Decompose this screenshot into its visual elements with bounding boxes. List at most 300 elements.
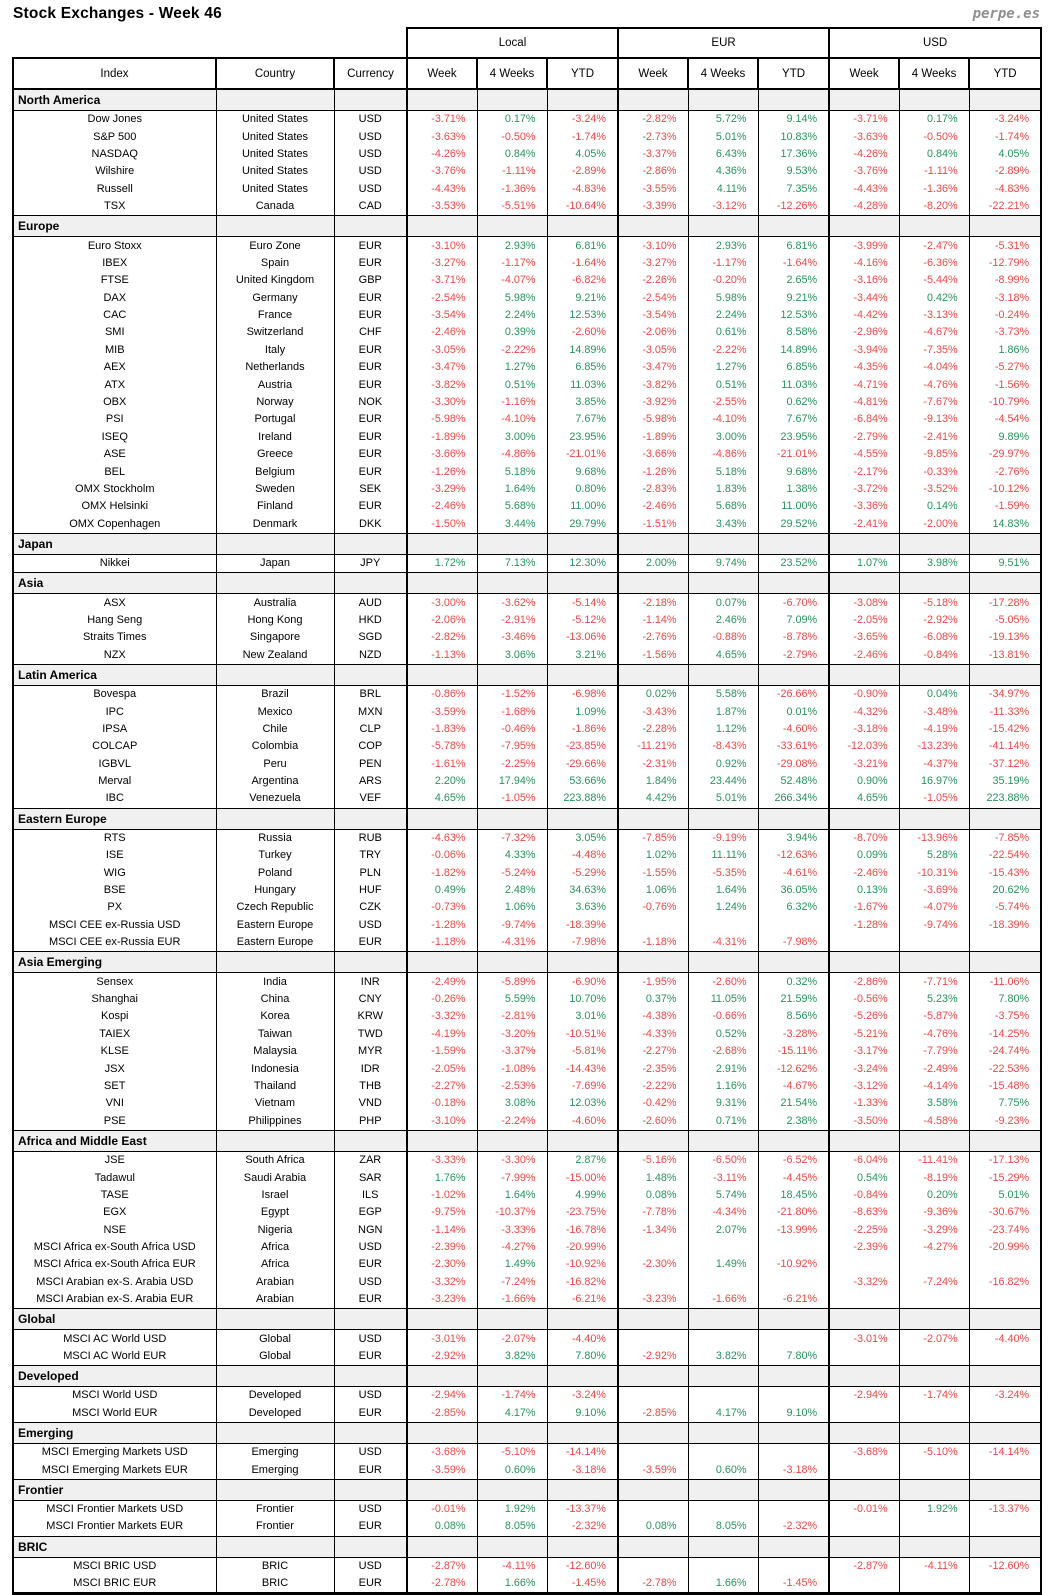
value-cell: -1.45% [547,1575,618,1594]
country-name: Chile [216,721,334,738]
value-cell: -2.26% [618,272,688,289]
column-header-currency: Currency [334,58,407,89]
value-cell: -4.31% [688,934,758,952]
value-cell: -3.82% [618,376,688,393]
value-cell: -1.74% [547,128,618,145]
table-row [13,237,1041,255]
value-cell: 20.62% [969,882,1041,899]
currency-code: USD [334,181,407,198]
country-name: Finland [216,498,334,515]
section-cell [969,1366,1041,1387]
value-cell: 1.83% [688,481,758,498]
value-cell: -7.85% [969,829,1041,847]
value-cell [688,1239,758,1256]
section-cell [899,1130,969,1151]
value-cell: -3.99% [829,237,899,255]
value-cell: 12.03% [547,1095,618,1112]
section-cell [618,808,688,829]
section-cell [216,1479,334,1500]
index-name: NASDAQ [13,146,216,163]
country-name: Poland [216,864,334,881]
value-cell: -9.13% [899,411,969,428]
value-cell: -1.50% [407,516,477,534]
value-cell: -2.07% [899,1330,969,1348]
value-cell: -1.11% [899,163,969,180]
value-cell: -29.08% [758,756,829,773]
currency-code: AUD [334,594,407,612]
value-cell: -2.27% [618,1043,688,1060]
value-cell: 3.94% [758,829,829,847]
index-name: RTS [13,829,216,847]
value-cell: -1.86% [547,721,618,738]
index-name: Tadawul [13,1169,216,1186]
value-cell: 1.16% [688,1078,758,1095]
value-cell: -4.04% [899,359,969,376]
value-cell: 1.66% [477,1575,547,1594]
value-cell: 21.59% [758,991,829,1008]
value-cell: 2.65% [758,272,829,289]
value-cell: -2.87% [407,1557,477,1575]
section-cell [407,216,477,237]
index-name: KLSE [13,1043,216,1060]
value-cell [618,1387,688,1405]
value-cell: -16.78% [547,1221,618,1238]
table-row [13,1151,1041,1169]
value-cell: -22.54% [969,847,1041,864]
currency-code: CHF [334,324,407,341]
section-cell [547,1479,618,1500]
value-cell: 2.38% [758,1113,829,1131]
value-cell: -3.13% [899,307,969,324]
index-name: S&P 500 [13,128,216,145]
section-cell [216,1423,334,1444]
section-cell [899,952,969,973]
currency-code: EUR [334,237,407,255]
value-cell: -2.06% [407,612,477,629]
value-cell: 0.62% [758,394,829,411]
table-row [13,128,1041,145]
value-cell: 11.11% [688,847,758,864]
currency-code: USD [334,1500,407,1518]
currency-code: EUR [334,1348,407,1366]
value-cell: -3.24% [547,1387,618,1405]
index-name: Sensex [13,973,216,991]
value-cell: 29.52% [758,516,829,534]
value-cell: -5.16% [618,1151,688,1169]
section-cell [758,1309,829,1330]
value-cell: -7.32% [477,829,547,847]
value-cell: -4.35% [829,359,899,376]
section-cell [216,1130,334,1151]
value-cell: 3.98% [899,554,969,572]
country-name: Mexico [216,703,334,720]
value-cell [688,917,758,934]
section-cell [216,664,334,685]
section-cell [618,1536,688,1557]
value-cell: -4.14% [899,1078,969,1095]
section-cell [407,573,477,594]
value-cell: -4.43% [829,181,899,198]
table-row [13,1256,1041,1273]
table-row [13,703,1041,720]
value-cell: 3.58% [899,1095,969,1112]
section-cell [618,216,688,237]
value-cell: 1.86% [969,342,1041,359]
value-cell: -15.00% [547,1169,618,1186]
value-cell [758,1239,829,1256]
table-row [13,324,1041,341]
value-cell: 17.36% [758,146,829,163]
value-cell: 6.32% [758,899,829,916]
value-cell: -3.10% [407,1113,477,1131]
value-cell: 12.53% [758,307,829,324]
value-cell: -11.06% [969,973,1041,991]
value-cell: -2.30% [407,1256,477,1273]
value-cell: -5.27% [969,359,1041,376]
value-cell: -21.01% [758,446,829,463]
value-cell [688,1274,758,1291]
currency-code: SEK [334,481,407,498]
value-cell: -11.33% [969,703,1041,720]
table-row [13,111,1041,129]
section-cell [547,952,618,973]
currency-code: EUR [334,1575,407,1594]
section-cell [407,89,477,111]
country-name: Brazil [216,685,334,703]
section-cell [688,952,758,973]
value-cell: -6.04% [829,1151,899,1169]
country-name: Austria [216,376,334,393]
section-cell [688,573,758,594]
value-cell: -4.38% [618,1008,688,1025]
currency-code: EUR [334,463,407,480]
value-cell: -5.78% [407,738,477,755]
value-cell: -12.63% [758,847,829,864]
value-cell: -2.85% [618,1405,688,1423]
section-cell [477,89,547,111]
value-cell [899,1575,969,1594]
value-cell: -12.60% [547,1557,618,1575]
value-cell: -4.28% [829,198,899,216]
value-cell: 0.17% [899,111,969,129]
value-cell: 5.28% [899,847,969,864]
value-cell: -3.72% [829,481,899,498]
index-name: NSE [13,1221,216,1238]
value-cell: 1.84% [618,773,688,790]
country-name: Philippines [216,1113,334,1131]
section-cell [688,89,758,111]
value-cell: -1.45% [758,1575,829,1594]
country-name: Saudi Arabia [216,1169,334,1186]
value-cell: -14.14% [969,1444,1041,1462]
value-cell: -3.18% [758,1461,829,1479]
value-cell: -0.56% [829,991,899,1008]
table-row [13,934,1041,952]
value-cell: 6.81% [547,237,618,255]
section-label: Emerging [13,1423,216,1444]
value-cell: -8.63% [829,1204,899,1221]
value-cell: -1.18% [407,934,477,952]
value-cell: 0.02% [618,685,688,703]
currency-code: EUR [334,307,407,324]
table-row [13,1518,1041,1536]
value-cell: -7.95% [477,738,547,755]
value-cell: -4.83% [547,181,618,198]
table-row [13,1204,1041,1221]
value-cell [758,1274,829,1291]
currency-code: HUF [334,882,407,899]
value-cell: -2.78% [407,1575,477,1594]
value-cell: -3.71% [407,272,477,289]
section-cell [829,573,899,594]
value-cell: -8.43% [688,738,758,755]
value-cell: -6.70% [758,594,829,612]
value-cell: -21.01% [547,446,618,463]
table-row [13,1221,1041,1238]
value-cell: -6.21% [547,1291,618,1309]
value-cell: -4.10% [688,411,758,428]
table-row [13,516,1041,534]
value-cell: -5.14% [547,594,618,612]
table-row [13,394,1041,411]
section-cell [477,1309,547,1330]
value-cell: -6.98% [547,685,618,703]
section-cell [477,533,547,554]
value-cell: 9.14% [758,111,829,129]
value-cell: -0.42% [618,1095,688,1112]
site-watermark: perpe.es [972,6,1040,22]
value-cell: -2.24% [477,1113,547,1131]
value-cell: 0.17% [477,111,547,129]
value-cell: -3.73% [969,324,1041,341]
value-cell: -2.60% [688,973,758,991]
value-cell: -3.92% [618,394,688,411]
table-row [13,163,1041,180]
value-cell: 9.74% [688,554,758,572]
value-cell: -10.79% [969,394,1041,411]
value-cell: -4.32% [829,703,899,720]
value-cell: 1.24% [688,899,758,916]
value-cell: 3.44% [477,516,547,534]
table-row [13,973,1041,991]
value-cell [969,1575,1041,1594]
section-row [13,1479,1041,1500]
value-cell: -1.17% [688,255,758,272]
currency-code: TRY [334,847,407,864]
value-cell: -6.21% [758,1291,829,1309]
index-name: IGBVL [13,756,216,773]
value-cell: -5.31% [969,237,1041,255]
value-cell: 1.49% [688,1256,758,1273]
value-cell: -1.67% [829,899,899,916]
value-cell: -3.44% [829,290,899,307]
value-cell: -5.29% [547,864,618,881]
table-row [13,1187,1041,1204]
value-cell: -13.37% [547,1500,618,1518]
value-cell: -2.49% [407,973,477,991]
value-cell: -2.25% [829,1221,899,1238]
currency-code: USD [334,1557,407,1575]
value-cell: 0.07% [688,594,758,612]
value-cell [758,1557,829,1575]
value-cell [688,1387,758,1405]
value-cell: -2.91% [477,612,547,629]
value-cell: -34.97% [969,685,1041,703]
country-name: Switzerland [216,324,334,341]
value-cell: -1.11% [477,163,547,180]
value-cell: -3.21% [829,756,899,773]
index-name: JSX [13,1060,216,1077]
value-cell [899,1518,969,1536]
value-cell: 2.87% [547,1151,618,1169]
table-row [13,498,1041,515]
currency-code: MYR [334,1043,407,1060]
table-row [13,1239,1041,1256]
section-cell [829,89,899,111]
table-row [13,899,1041,916]
value-cell: -16.82% [969,1274,1041,1291]
value-cell: 11.03% [758,376,829,393]
table-row [13,307,1041,324]
section-cell [829,1423,899,1444]
section-row [13,1536,1041,1557]
value-cell: 18.45% [758,1187,829,1204]
value-cell: -4.42% [829,307,899,324]
currency-code: MXN [334,703,407,720]
index-name: Straits Times [13,629,216,646]
value-cell: 0.84% [899,146,969,163]
country-name: Belgium [216,463,334,480]
value-cell: -12.60% [969,1557,1041,1575]
value-cell: -4.48% [547,847,618,864]
index-name: MSCI AC World USD [13,1330,216,1348]
section-cell [969,573,1041,594]
section-cell [829,1366,899,1387]
value-cell [829,1575,899,1594]
value-cell [618,1557,688,1575]
country-name: Netherlands [216,359,334,376]
currency-code: USD [334,1444,407,1462]
value-cell: -4.33% [618,1026,688,1043]
value-cell: 5.98% [688,290,758,307]
value-cell: -2.05% [407,1060,477,1077]
table-row [13,1461,1041,1479]
value-cell: -2.07% [477,1330,547,1348]
value-cell: -3.48% [899,703,969,720]
value-cell: -20.99% [969,1239,1041,1256]
value-cell: -1.18% [618,934,688,952]
value-cell: 1.06% [618,882,688,899]
value-cell: 1.07% [829,554,899,572]
value-cell: 7.67% [758,411,829,428]
value-cell: 3.06% [477,647,547,665]
country-name: China [216,991,334,1008]
country-name: Indonesia [216,1060,334,1077]
value-cell: -1.05% [899,790,969,808]
value-cell: 1.49% [477,1256,547,1273]
value-cell [758,1330,829,1348]
section-label: Africa and Middle East [13,1130,216,1151]
value-cell: -2.25% [477,756,547,773]
value-cell: -3.32% [829,1274,899,1291]
index-name: OMX Stockholm [13,481,216,498]
country-name: Egypt [216,1204,334,1221]
value-cell: -3.10% [407,237,477,255]
currency-code: EUR [334,1256,407,1273]
value-cell: -3.39% [618,198,688,216]
table-row [13,1387,1041,1405]
value-cell: 4.17% [477,1405,547,1423]
value-cell: 5.72% [688,111,758,129]
value-cell [618,1239,688,1256]
country-name: United States [216,128,334,145]
currency-code: USD [334,128,407,145]
currency-code: USD [334,163,407,180]
table-row [13,1095,1041,1112]
value-cell: -6.52% [758,1151,829,1169]
section-cell [969,1423,1041,1444]
section-label: Eastern Europe [13,808,216,829]
country-name: Euro Zone [216,237,334,255]
value-cell: -7.24% [899,1274,969,1291]
index-name: MSCI AC World EUR [13,1348,216,1366]
value-cell: -2.86% [618,163,688,180]
index-name: OMX Copenhagen [13,516,216,534]
value-cell: 7.80% [969,991,1041,1008]
section-cell [618,1423,688,1444]
value-cell: -4.10% [477,411,547,428]
section-cell [758,1423,829,1444]
value-cell: -2.41% [899,429,969,446]
country-name: Colombia [216,738,334,755]
index-name: Merval [13,773,216,790]
section-cell [407,1309,477,1330]
value-cell: -3.27% [618,255,688,272]
country-name: Sweden [216,481,334,498]
value-cell: -7.99% [477,1169,547,1186]
value-cell: -13.96% [899,829,969,847]
value-cell: -7.98% [547,934,618,952]
value-cell: -2.89% [969,163,1041,180]
country-name: Arabian [216,1274,334,1291]
value-cell: -2.39% [407,1239,477,1256]
value-cell: 0.54% [829,1169,899,1186]
value-cell: -2.27% [407,1078,477,1095]
value-cell: -4.67% [899,324,969,341]
currency-code: EUR [334,290,407,307]
index-name: COLCAP [13,738,216,755]
value-cell: -12.03% [829,738,899,755]
section-cell [758,1130,829,1151]
section-cell [618,952,688,973]
value-cell: -2.06% [618,324,688,341]
section-cell [758,533,829,554]
value-cell: -4.40% [969,1330,1041,1348]
value-cell: 3.82% [688,1348,758,1366]
value-cell: -4.16% [829,255,899,272]
value-cell: -3.46% [477,629,547,646]
value-cell: -3.68% [829,1444,899,1462]
index-name: MSCI Africa ex-South Africa USD [13,1239,216,1256]
currency-code: EUR [334,446,407,463]
value-cell: -7.98% [758,934,829,952]
value-cell: -2.53% [477,1078,547,1095]
value-cell: -5.44% [899,272,969,289]
value-cell: -3.47% [618,359,688,376]
index-name: PSI [13,411,216,428]
value-cell: -2.92% [899,612,969,629]
value-cell: 0.04% [899,685,969,703]
